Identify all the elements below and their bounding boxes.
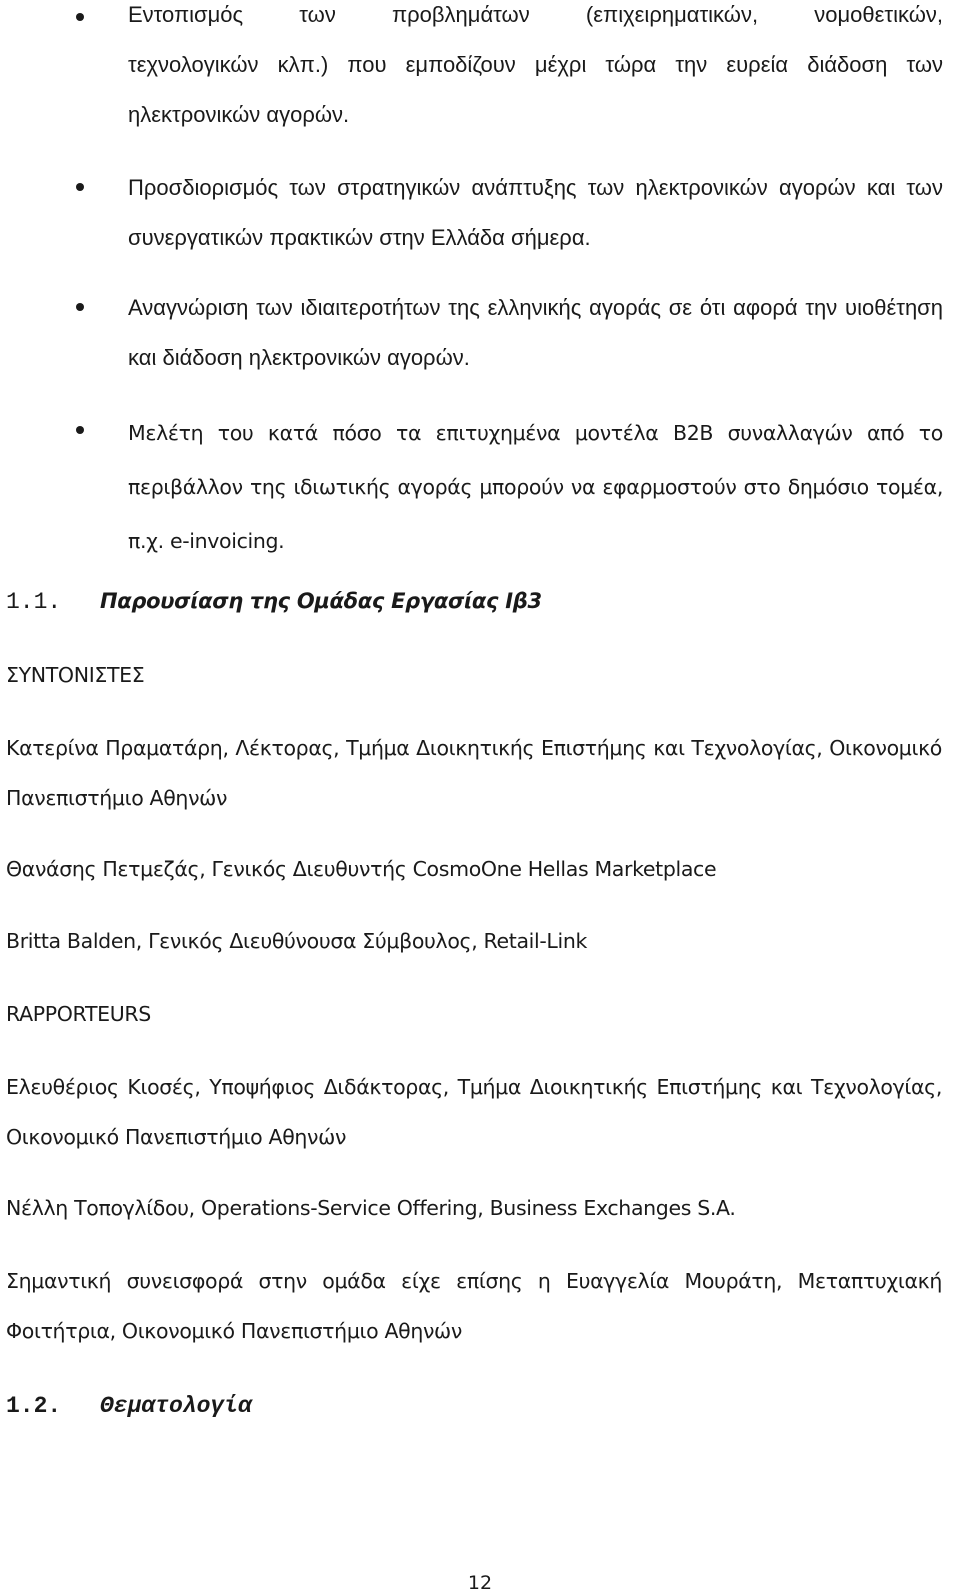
- bullet-marker: [76, 303, 84, 311]
- bullet-text: Εντοπισμός των προβλημάτων (επιχειρηματικών, νομοθετικών,: [128, 2, 943, 27]
- page-number: 12: [467, 1572, 493, 1594]
- coordinator-entry: Britta Balden, Γενικός Διευθύνουσα Σύμβουλος, Retail-Link: [6, 929, 587, 953]
- rapporteur-entry: Ελευθέριος Κιοσές, Υποψήφιος Διδάκτορας, Τμήμα Διοικητικής Επιστήμης και Τεχνολογίας, Οικονομικό Πανεπιστήμιο Αθηνών: [6, 1075, 942, 1149]
- coordinators-label: ΣΥΝΤΟΝΙΣΤΕΣ: [6, 663, 145, 687]
- contribution-paragraph: Σημαντική συνεισφορά στην ομάδα είχε επίσης η Ευαγγελία Μουράτη, Μεταπτυχιακή Φοιτήτρια, Οικονομικό Πανεπιστήμιο Αθηνών: [6, 1269, 942, 1343]
- bullet-text: Αναγνώριση των ιδιαιτεροτήτων της ελληνικής αγοράς σε ότι αφορά την υιοθέτηση και διάδοση ηλεκτρονικών αγορών.: [128, 295, 943, 370]
- section-title: Θεματολογία: [100, 1393, 252, 1419]
- bullet-marker: [76, 426, 84, 434]
- section-number: 1.2.: [6, 1393, 62, 1419]
- section-number: 1.1.: [6, 589, 62, 615]
- bullet-marker: [76, 13, 84, 21]
- bullet-text: τεχνολογικών κλπ.) που εμποδίζουν μέχρι τώρα την ευρεία διάδοση των ηλεκτρονικών αγορών.: [128, 52, 943, 127]
- coordinator-entry: Θανάσης Πετμεζάς, Γενικός Διευθυντής CosmoOne Hellas Marketplace: [6, 857, 717, 881]
- rapporteurs-label: RAPPORTEURS: [6, 1002, 151, 1026]
- section-heading: [6, 1392, 252, 1419]
- section-heading: [6, 588, 542, 615]
- section-title: Παρουσίαση της Ομάδας Εργασίας Ιβ3: [100, 589, 542, 613]
- rapporteur-entry: Νέλλη Τοπογλίδου, Operations-Service Offering, Business Exchanges S.A.: [6, 1196, 736, 1220]
- coordinator-entry: Κατερίνα Πραματάρη, Λέκτορας, Τμήμα Διοικητικής Επιστήμης και Τεχνολογίας, Οικονομικό Πανεπιστήμιο Αθηνών: [6, 736, 942, 810]
- bullet-text: Μελέτη του κατά πόσο τα επιτυχημένα μοντέλα Β2Β συναλλαγών από το περιβάλλον της ιδιωτικής αγοράς μπορούν να εφαρμοστούν στο δημόσιο τομέα, π.χ. e-invoicing.: [128, 421, 943, 553]
- bullet-text: Προσδιορισμός των στρατηγικών ανάπτυξης των ηλεκτρονικών αγορών και των συνεργατικών πρακτικών στην Ελλάδα σήμερα.: [128, 175, 943, 250]
- bullet-marker: [76, 183, 84, 191]
